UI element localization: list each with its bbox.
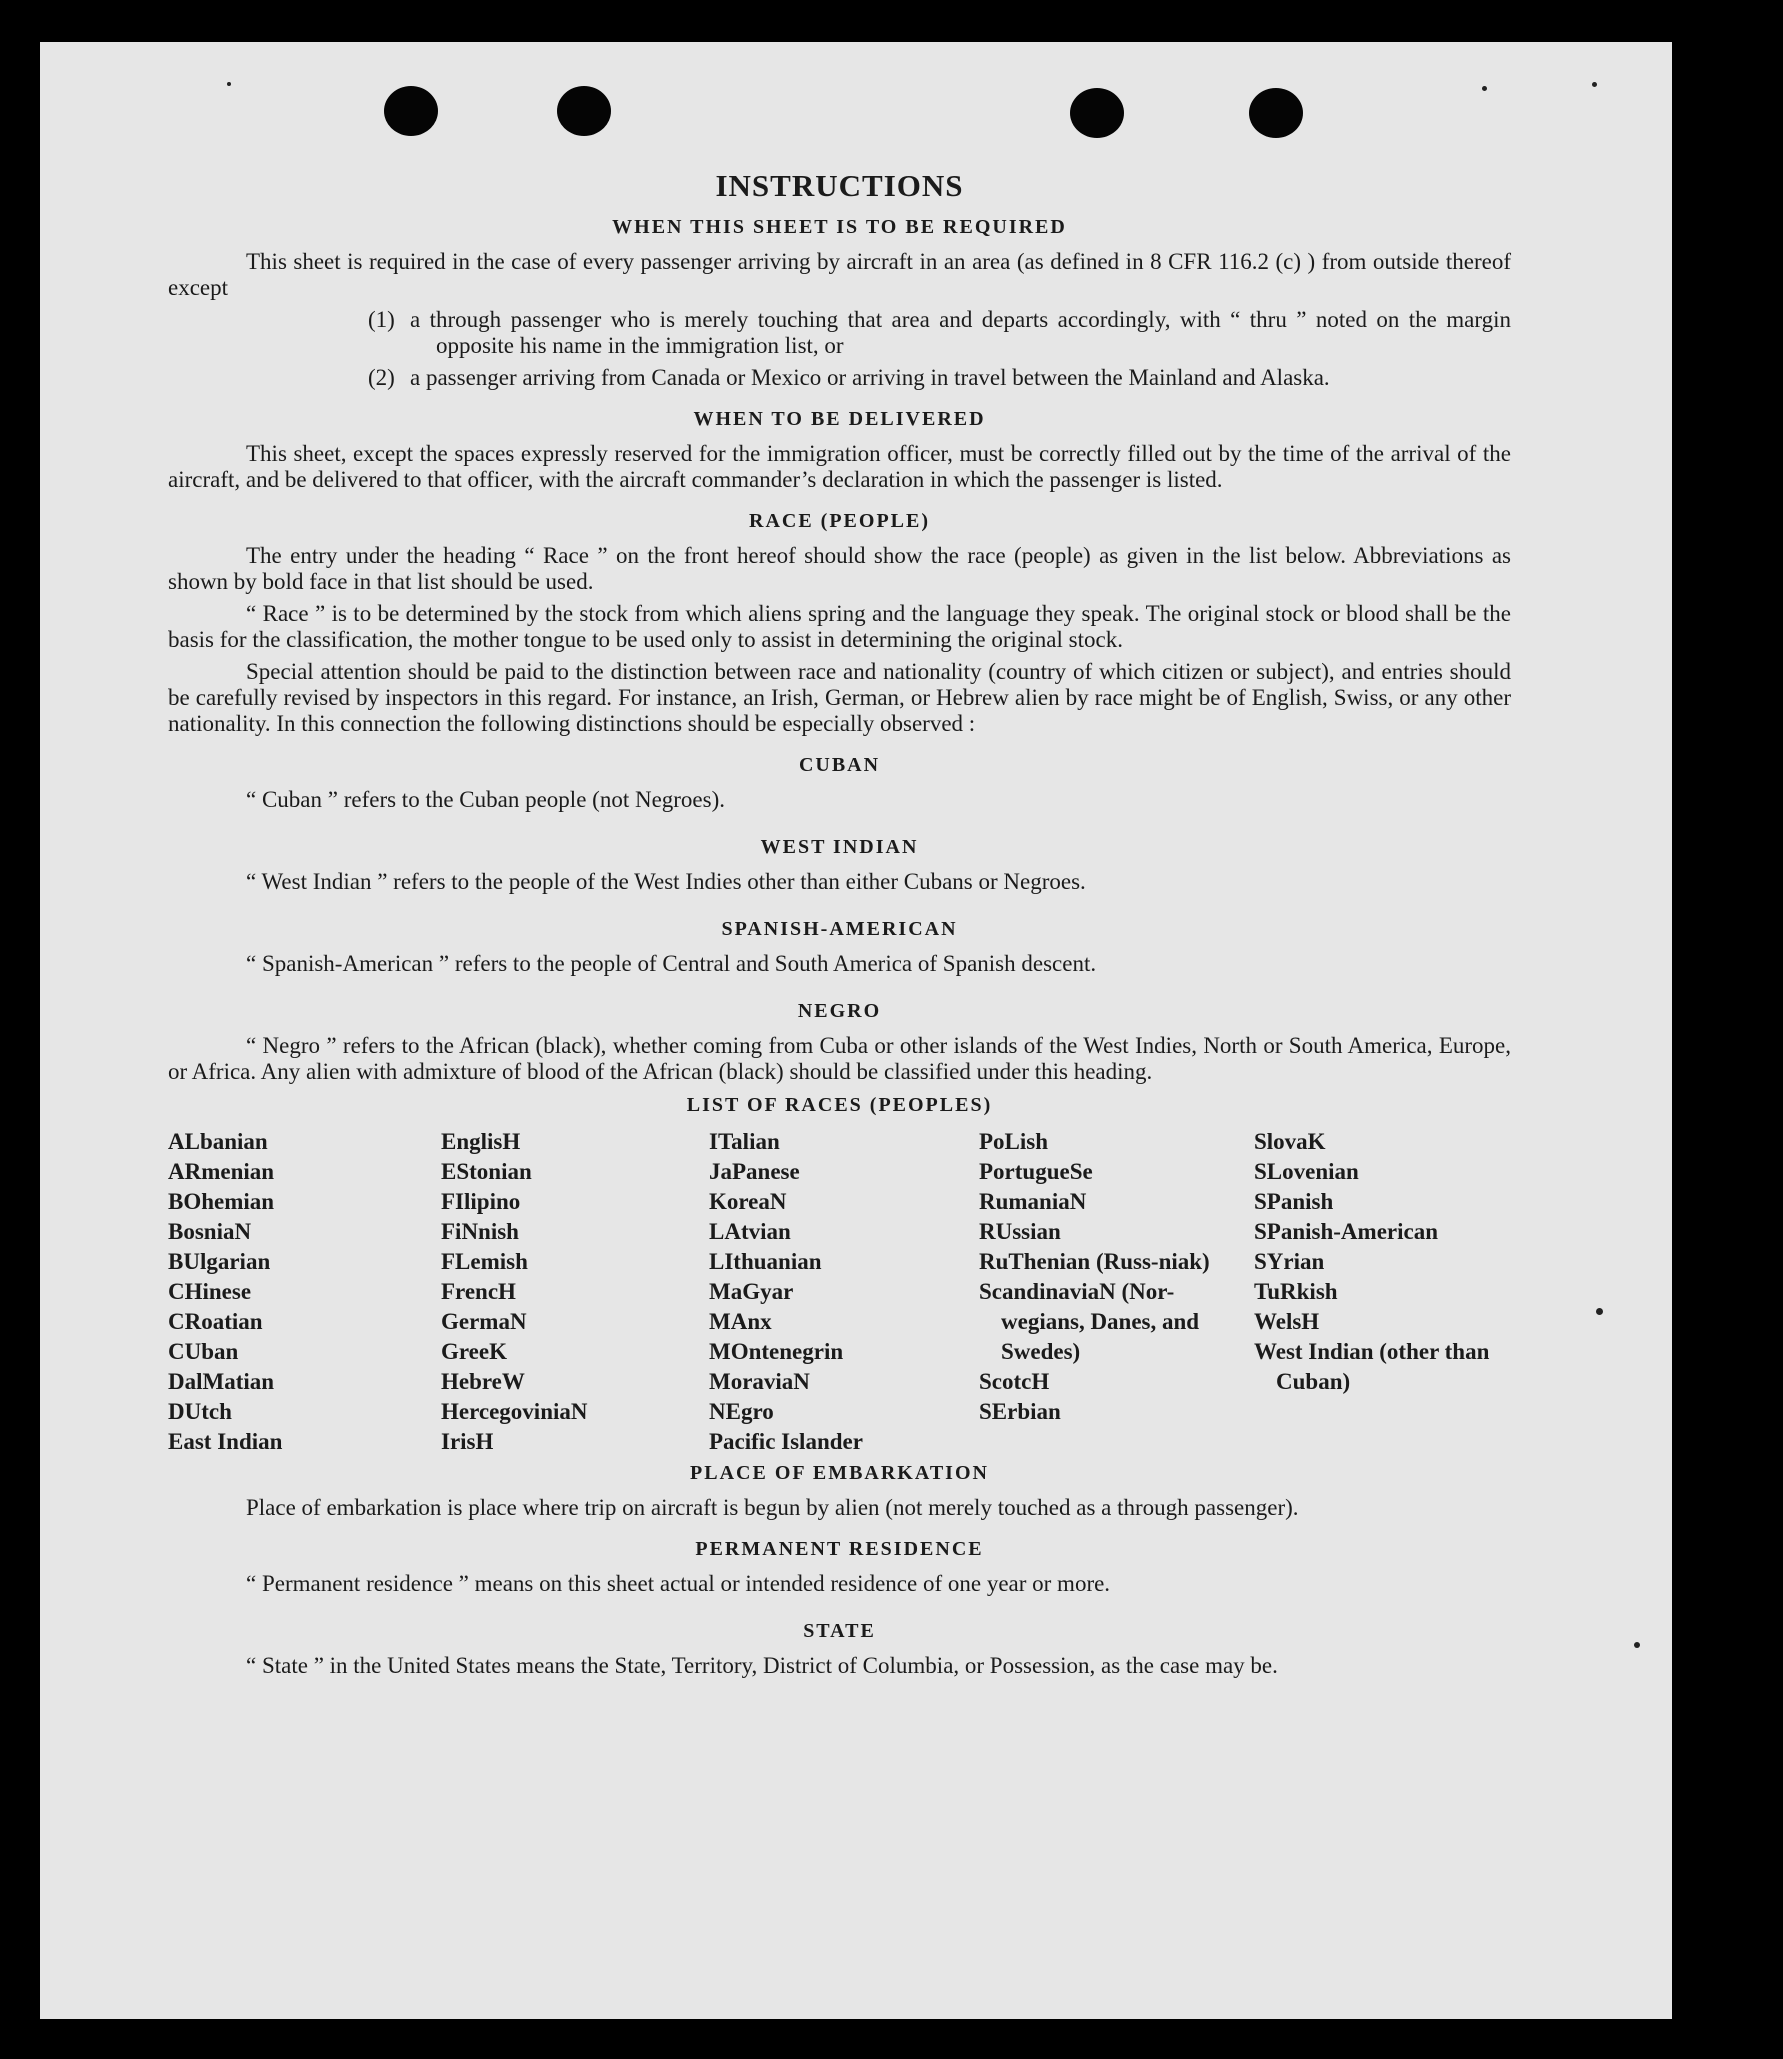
paragraph-west-indian: “ West Indian ” refers to the people of the West Indies other than either Cubans or Negroes.: [246, 869, 1086, 894]
item-number: (2): [368, 365, 395, 390]
race-column: [441, 1127, 709, 1457]
race-entry: MAnx: [709, 1309, 772, 1334]
race-entry: RUssian: [979, 1219, 1061, 1244]
race-entry: SPanish: [1254, 1189, 1334, 1214]
list-item: [168, 307, 1511, 359]
race-entry: HebreW: [441, 1369, 525, 1394]
instructions-text: [168, 125, 1511, 1679]
race-list: [168, 1127, 1511, 1457]
paragraph-race-3: Special attention should be paid to the distinction between race and nationality (country of which citizen or subject), and entries should be carefully revised by inspectors in this regard. For instance, an Irish, German, or Hebrew alien by race might be of English, Swiss, or any other nationality. In this connection the following distinctions should be especially observed :: [168, 659, 1511, 736]
race-column: [979, 1127, 1254, 1457]
race-column: [168, 1127, 441, 1457]
paragraph-race-1: The entry under the heading “ Race ” on the front hereof should show the race (people) as given in the list below. Abbreviations as shown by bold face in that list should be used.: [168, 543, 1511, 594]
section-heading-residence: PERMANENT RESIDENCE: [695, 1538, 984, 1560]
scan-speck: [1634, 1642, 1640, 1648]
race-entry: CRoatian: [168, 1309, 263, 1334]
race-entry: MoraviaN: [709, 1369, 810, 1394]
race-entry: FIlipino: [441, 1189, 521, 1214]
race-entry: SErbian: [979, 1399, 1061, 1424]
section-heading-cuban: CUBAN: [798, 754, 881, 776]
race-entry: East Indian: [168, 1429, 283, 1454]
race-entry: ScandinaviaN (Nor-wegians, Danes, and Swedes): [979, 1279, 1200, 1364]
paragraph-spanish-american: “ Spanish-American ” refers to the people of Central and South America of Spanish descent.: [246, 951, 1097, 976]
race-entry: GreeK: [441, 1339, 507, 1364]
section-heading-spanish-american: SPANISH-AMERICAN: [721, 918, 958, 940]
race-entry: EnglisH: [441, 1129, 521, 1154]
item-text: a passenger arriving from Canada or Mexico or arriving in travel between the Mainland and Alaska.: [410, 365, 1330, 390]
race-entry: KoreaN: [709, 1189, 787, 1214]
race-entry: MaGyar: [709, 1279, 794, 1304]
list-item: [168, 365, 1511, 391]
race-entry: LIthuanian: [709, 1249, 822, 1274]
race-entry: ARmenian: [168, 1159, 275, 1184]
paragraph-negro: “ Negro ” refers to the African (black), whether coming from Cuba or other islands of the West Indies, North or South America, Europe, or Africa. Any alien with admixture of blood of the African (black) should be classified under this heading.: [168, 1033, 1511, 1084]
race-entry: GermaN: [441, 1309, 527, 1334]
page-title: INSTRUCTIONS: [715, 168, 964, 203]
race-entry: LAtvian: [709, 1219, 791, 1244]
section-heading-list-of-races: LIST OF RACES (PEOPLES): [686, 1094, 993, 1116]
race-entry: SPanish-American: [1254, 1219, 1438, 1244]
race-entry: CHinese: [168, 1279, 252, 1304]
scan-speck: [1592, 82, 1597, 87]
paragraph-cuban: “ Cuban ” refers to the Cuban people (not Negroes).: [246, 787, 726, 812]
race-entry: RuThenian (Russ-niak): [979, 1249, 1210, 1274]
race-entry: RumaniaN: [979, 1189, 1087, 1214]
paragraph-when-required: This sheet is required in the case of every passenger arriving by aircraft in an area (as defined in 8 CFR 116.2 (c) ) from outside thereof except: [168, 249, 1511, 300]
race-entry: FrencH: [441, 1279, 516, 1304]
race-entry: SlovaK: [1254, 1129, 1326, 1154]
race-entry: DUtch: [168, 1399, 232, 1424]
race-entry: WelsH: [1254, 1309, 1320, 1334]
race-entry: EStonian: [441, 1159, 532, 1184]
scan-speck: [1596, 1308, 1603, 1315]
race-column: [1254, 1127, 1511, 1457]
race-entry: TuRkish: [1254, 1279, 1338, 1304]
race-entry: ScotcH: [979, 1369, 1050, 1394]
race-entry: FLemish: [441, 1249, 528, 1274]
section-heading-embarkation: PLACE OF EMBARKATION: [690, 1462, 989, 1484]
race-entry: PoLish: [979, 1129, 1049, 1154]
section-heading-west-indian: WEST INDIAN: [760, 836, 919, 858]
paragraph-race-2: “ Race ” is to be determined by the stock from which aliens spring and the language they speak. The original stock or blood shall be the basis for the classification, the mother tongue to be used only to assist in determining the original stock.: [168, 601, 1511, 652]
race-entry: BOhemian: [168, 1189, 275, 1214]
paragraph-embarkation: Place of embarkation is place where trip on aircraft is begun by alien (not merely touched as a through passenger).: [246, 1495, 1299, 1520]
scan-speck: [227, 82, 231, 86]
section-heading-when-required: WHEN THIS SHEET IS TO BE REQUIRED: [612, 216, 1067, 238]
race-entry: JaPanese: [709, 1159, 800, 1184]
race-entry: BosniaN: [168, 1219, 252, 1244]
race-entry: PortugueSe: [979, 1159, 1093, 1184]
race-column: [709, 1127, 979, 1457]
section-heading-state: STATE: [803, 1620, 876, 1642]
race-entry: DalMatian: [168, 1369, 275, 1394]
race-entry: ITalian: [709, 1129, 780, 1154]
scan-speck: [1482, 86, 1487, 91]
race-entry: SLovenian: [1254, 1159, 1359, 1184]
race-entry: Pacific Islander: [709, 1429, 863, 1454]
race-entry: CUban: [168, 1339, 239, 1364]
race-entry: FiNnish: [441, 1219, 519, 1244]
race-entry: BUlgarian: [168, 1249, 271, 1274]
section-heading-race: RACE (PEOPLE): [749, 510, 930, 532]
race-entry: HercegoviniaN: [441, 1399, 588, 1424]
race-entry: IrisH: [441, 1429, 494, 1454]
section-heading-when-delivered: WHEN TO BE DELIVERED: [693, 408, 986, 430]
paragraph-residence: “ Permanent residence ” means on this sheet actual or intended residence of one year or more.: [246, 1571, 1111, 1596]
paragraph-state: “ State ” in the United States means the State, Territory, District of Columbia, or Possession, as the case may be.: [246, 1653, 1278, 1678]
item-number: (1): [368, 307, 395, 332]
race-entry: SYrian: [1254, 1249, 1325, 1274]
race-entry: ALbanian: [168, 1129, 268, 1154]
section-heading-negro: NEGRO: [797, 1000, 882, 1022]
race-entry: West Indian (other than Cuban): [1254, 1339, 1490, 1394]
paragraph-when-delivered: This sheet, except the spaces expressly reserved for the immigration officer, must be correctly filled out by the time of the arrival of the aircraft, and be delivered to that officer, with the aircraft commander’s declaration in which the passenger is listed.: [168, 441, 1511, 492]
race-entry: NEgro: [709, 1399, 774, 1424]
item-text: a through passenger who is merely touching that area and departs accordingly, with “ thru ” noted on the margin opposite his name in the immigration list, or: [410, 307, 1511, 358]
race-entry: MOntenegrin: [709, 1339, 844, 1364]
